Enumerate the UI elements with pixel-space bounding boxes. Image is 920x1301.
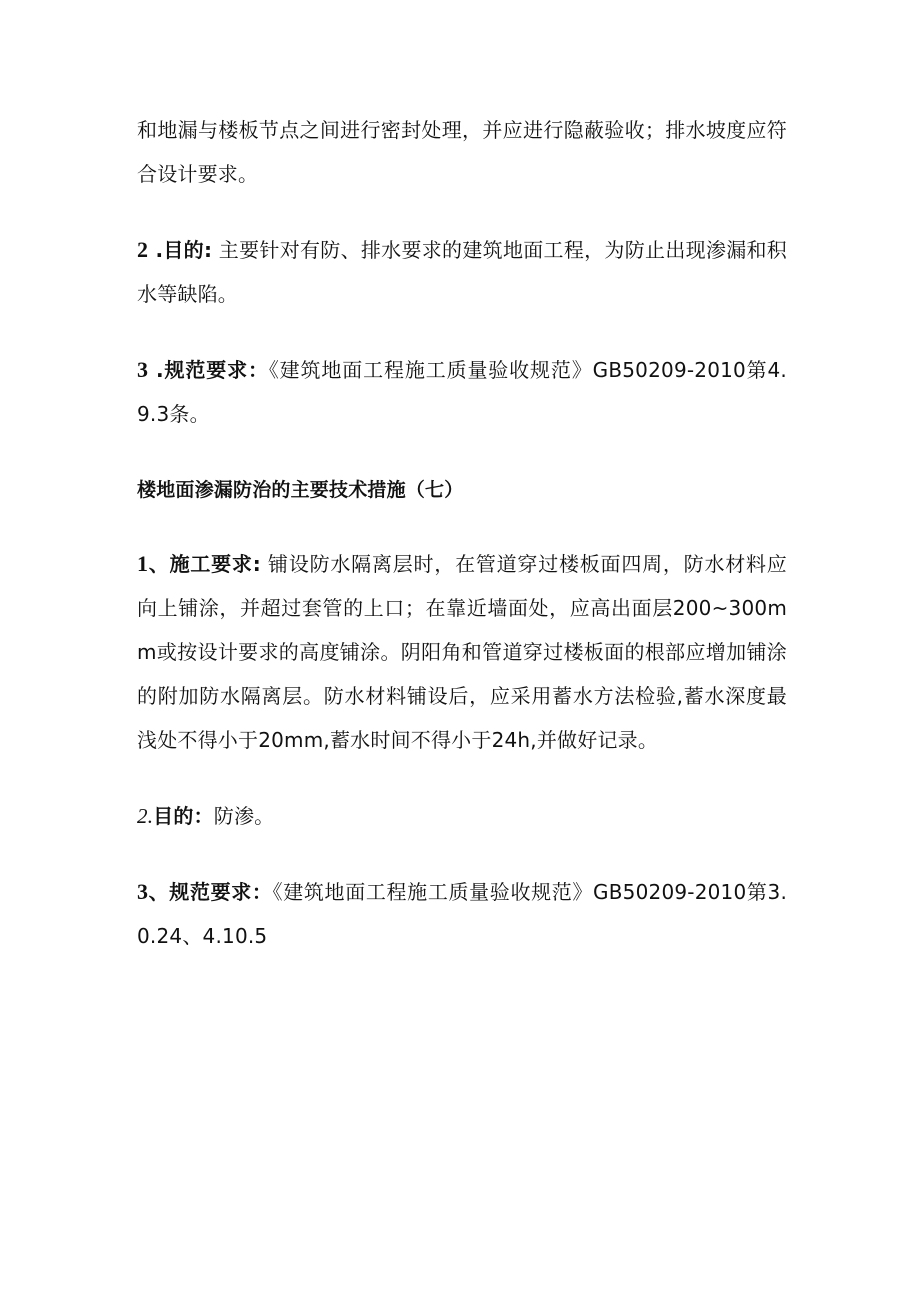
item-number: 2 — [137, 237, 149, 262]
paragraph-text: 和地漏与楼板节点之间进行密封处理，并应进行隐蔽验收；排水坡度应符合设计要求。 — [137, 118, 787, 186]
paragraph-sealing-continued — [137, 108, 787, 196]
paragraph-text: 主要针对有防、排水要求的建筑地面工程，为防止出现渗漏和积水等缺陷。 — [137, 238, 787, 306]
paragraph-text: 《建筑地面工程施工质量验收规范》GB50209-2010第4.9.3条。 — [137, 358, 787, 426]
item-label: 、规范要求： — [148, 880, 273, 904]
paragraph-purpose — [137, 228, 787, 316]
paragraph-text: 防渗。 — [213, 804, 275, 828]
section-heading: 楼地面渗漏防治的主要技术措施（七） — [137, 479, 464, 501]
item-number: 1 — [137, 551, 149, 576]
item-label: .规范要求： — [148, 358, 269, 382]
paragraph-purpose-2 — [137, 794, 787, 838]
item-label: 、施工要求: — [148, 552, 261, 576]
item-label: .目的: — [148, 238, 213, 262]
paragraph-spec-requirement — [137, 348, 787, 436]
item-number: 3 — [137, 879, 149, 904]
paragraph-construction-requirement — [137, 542, 787, 762]
item-number: 2. — [137, 804, 154, 828]
paragraph-text: 《建筑地面工程施工质量验收规范》GB50209-2010第3.0.24、4.10.5 — [137, 880, 788, 948]
document-body — [137, 108, 787, 958]
item-label: 目的： — [153, 804, 214, 828]
item-number: 3 — [137, 357, 149, 382]
paragraph-spec-requirement-2 — [137, 870, 787, 958]
paragraph-text: 铺设防水隔离层时，在管道穿过楼板面四周，防水材料应向上铺涂，并超过套管的上口；在靠近墙面处，应高出面层200~300mm或按设计要求的高度铺涂。阴阳角和管道穿过楼板面的根部应增加铺涂的附加防水隔离层。防水材料铺设后，应采用蓄水方法检验,蓄水深度最浅处不得小于20mm,蓄水时间不得小于24h,并做好记录。 — [137, 552, 788, 752]
